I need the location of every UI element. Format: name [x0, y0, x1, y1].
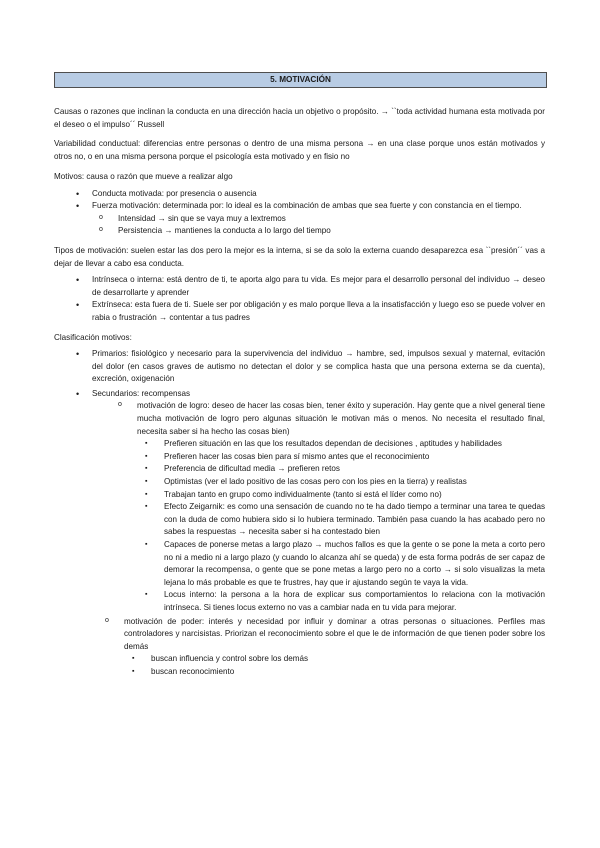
list-item: ▪ Optimistas (ver el lado positivo de las cosas pero con los pies en la tierra) y realistas: [145, 476, 545, 489]
secundarios-sublist: [105, 400, 545, 614]
list-item: ▪ Efecto Zeigarnik: es como una sensación de cuando no te ha dado tiempo a terminar una tarea te quedas con la duda de como hubiera sido si lo hubiera terminado. También pasa cuando la has acabado pero no sabes la respuestas → necesita saber si ha contestado bien: [145, 501, 545, 539]
list-item: ▪ Prefieren situación en las que los resultados dependan de decisiones , aptitudes y habilidades: [145, 438, 545, 451]
list-item: ▪ Capaces de ponerse metas a largo plazo → muchos fallos es que la gente o se pone la meta a corto pero no ni a medio ni a largo plazo (y cuando lo alcanza ahí se queda) y de esta forma podrás de ser capaz de demorar la recompensa, o gente que se pone metas a largo pero no a corto → si solo visualizas la meta lejana lo más probable es que te frustres, hay que ir ajustando según te vaya la vida.: [145, 539, 545, 589]
fuerza-sublist: [86, 213, 545, 238]
list-item: o Intensidad → sin que se vaya muy a lextremos: [99, 213, 545, 226]
list-item: • Primarios: fisiológico y necesario para la supervivencia del individuo → hambre, sed, impulsos sexual y maternal, evitación del dolor (en casos graves de autismo no detectan el dolor y se complica hasta que una persona externa se da cuenta), excreción, oxigenación: [54, 348, 545, 386]
poder-list: [105, 616, 545, 679]
list-item: o motivación de logro: deseo de hacer las cosas bien, tener éxito y superación. Hay gente que a nivel general tiene mucha motivación de logro pero algunas situación le motivan más o menos. No necesita el resultado final, necesita saber si ha hecho las cosas bien) ▪ Prefieren situación en las que los resultados dependan de decisiones , aptitudes y habilidades ▪ Prefieren hacer las cosas bien para sí mismo antes que el reconocimiento ▪ Preferencia de dificultad media → prefieren retos ▪ Optimistas (ver el lado positivo de las cosas pero con los pies en la tierra) y realistas ▪ Trabajan tanto en grupo como individualmente (tanto si está el líder como no) ▪ Efecto Zeigarnik: es como una sensación de cuando no te ha dado tiempo a terminar una tarea te quedas con la duda de como hubiera sido si lo hubiera terminado. También pasa cuando la has acabado pero no sabes la respuestas → necesita saber si ha contestado bien ▪ Capaces de ponerse metas a largo plazo → muchos fallos es que la gente o se pone la meta a corto pero no ni a medio ni a largo plazo (y cuando lo alcanza ahí se queda) y de esta forma podrás de ser capaz de demorar la recompensa, o gente que se pone metas a largo pero no a corto → si solo visualizas la meta lejana lo más probable es que te frustres, hay que ir ajustando según te vaya la vida. ▪ Locus interno: la persona a la hora de explicar sus comportamientos lo relaciona con la motivación intrínseca. Si tienes locus externo no vas a cambiar nada en tu vida para mejorar.: [118, 400, 545, 614]
list-item: ▪ Prefieren hacer las cosas bien para sí mismo antes que el reconocimiento: [145, 451, 545, 464]
motivos-list: [54, 188, 545, 238]
paragraph-tipos: Tipos de motivación: suelen estar las dos pero la mejor es la interna, si se da solo la externa cuando desaparezca esa ``presión´´ vas a dejar de llevar a cabo esa conducta.: [54, 245, 545, 268]
paragraph-motivos: Motivos: causa o razón que mueve a realizar algo: [54, 171, 233, 181]
list-item: ▪ buscan influencia y control sobre los demás: [132, 653, 545, 666]
poder-items: [124, 653, 545, 678]
list-item: • Fuerza motivación: determinada por: lo ideal es la combinación de ambas que sea fuerte y con constancia en el tiempo. o Intensidad → sin que se vaya muy a lextremos o Persistencia → mantienes la conducta a lo largo del tiempo: [54, 200, 545, 238]
list-item: • Conducta motivada: por presencia o ausencia: [54, 188, 545, 201]
paragraph-clasificacion: Clasificación motivos:: [54, 332, 132, 342]
list-item: ▪ Preferencia de dificultad media → prefieren retos: [145, 463, 545, 476]
document-body: [54, 106, 545, 679]
paragraph-definition: Causas o razones que inclinan la conducta en una dirección hacia un objetivo o propósito. → ``toda actividad humana esta motivada por el deseo o el impulso´´ Russell: [54, 107, 545, 129]
list-item: • Intrínseca o interna: está dentro de ti, te aporta algo para tu vida. Es mejor para el desarrollo personal del individuo → deseo de desarrollarte y aprender: [54, 274, 545, 299]
list-item: • Secundarios: recompensas o motivación de logro: deseo de hacer las cosas bien, tener éxito y superación. Hay gente que a nivel general tiene mucha motivación de logro pero algunas situación le motivan más o menos. No necesita el resultado final, necesita saber si ha hecho las cosas bien) ▪ Prefieren situación en las que los resultados dependan de decisiones , aptitudes y habilidades ▪ Prefieren hacer las cosas bien para sí mismo antes que el reconocimiento ▪ Preferencia de dificultad media → prefieren retos ▪ Optimistas (ver el lado positivo de las cosas pero con los pies en la tierra) y realistas ▪ Trabajan tanto en grupo como individualmente (tanto si está el líder como no) ▪ Efecto Zeigarnik: es como una sensación de cuando no te ha dado tiempo a terminar una tarea te quedas con la duda de como hubiera sido si lo hubiera terminado. También pasa cuando la has acabado pero no sabes la respuestas → necesita saber si ha contestado bien ▪ Capaces de ponerse metas a largo plazo → muchos fallos es que la gente o se pone la meta a corto pero no ni a medio ni a largo plazo (y cuando lo alcanza ahí se queda) y de esta forma podrás de ser capaz de demorar la recompensa, o gente que se pone metas a largo pero no a corto → si solo visualizas la meta lejana lo más probable es que te frustres, hay que ir ajustando según te vaya la vida. ▪ Locus interno: la persona a la hora de explicar sus comportamientos lo relaciona con la motivación intrínseca. Si tienes locus externo no vas a cambiar nada en tu vida para mejorar.: [54, 388, 545, 615]
list-item: ▪ buscan reconocimiento: [132, 666, 545, 679]
logro-items: [137, 438, 545, 614]
list-item: ▪ Trabajan tanto en grupo como individualmente (tanto si está el líder como no): [145, 489, 545, 502]
tipos-list: [54, 274, 545, 324]
section-title: 5. MOTIVACIÓN: [54, 72, 547, 88]
paragraph-variabilidad: Variabilidad conductual: diferencias entre personas o dentro de una misma persona → en una clase porque unos están motivados y otros no, o en una misma persona porque el psicología esta motivado y en fisio no: [54, 139, 545, 162]
list-item: o motivación de poder: interés y necesidad por influir y dominar a otras personas o situaciones. Perfiles mas controladores y narcisistas. Priorizan el reconocimiento sobre el que le de información de que tienen poder sobre los demás ▪ buscan influencia y control sobre los demás ▪ buscan reconocimiento: [105, 616, 545, 679]
list-item: ▪ Locus interno: la persona a la hora de explicar sus comportamientos lo relaciona con la motivación intrínseca. Si tienes locus externo no vas a cambiar nada en tu vida para mejorar.: [145, 589, 545, 614]
list-item: o Persistencia → mantienes la conducta a lo largo del tiempo: [99, 225, 545, 238]
list-item: • Extrínseca: esta fuera de ti. Suele ser por obligación y es malo porque lleva a la insatisfacción y luego eso se puede volver en rabia o frustración → contentar a tus padres: [54, 299, 545, 324]
clasificacion-list: [54, 348, 545, 614]
